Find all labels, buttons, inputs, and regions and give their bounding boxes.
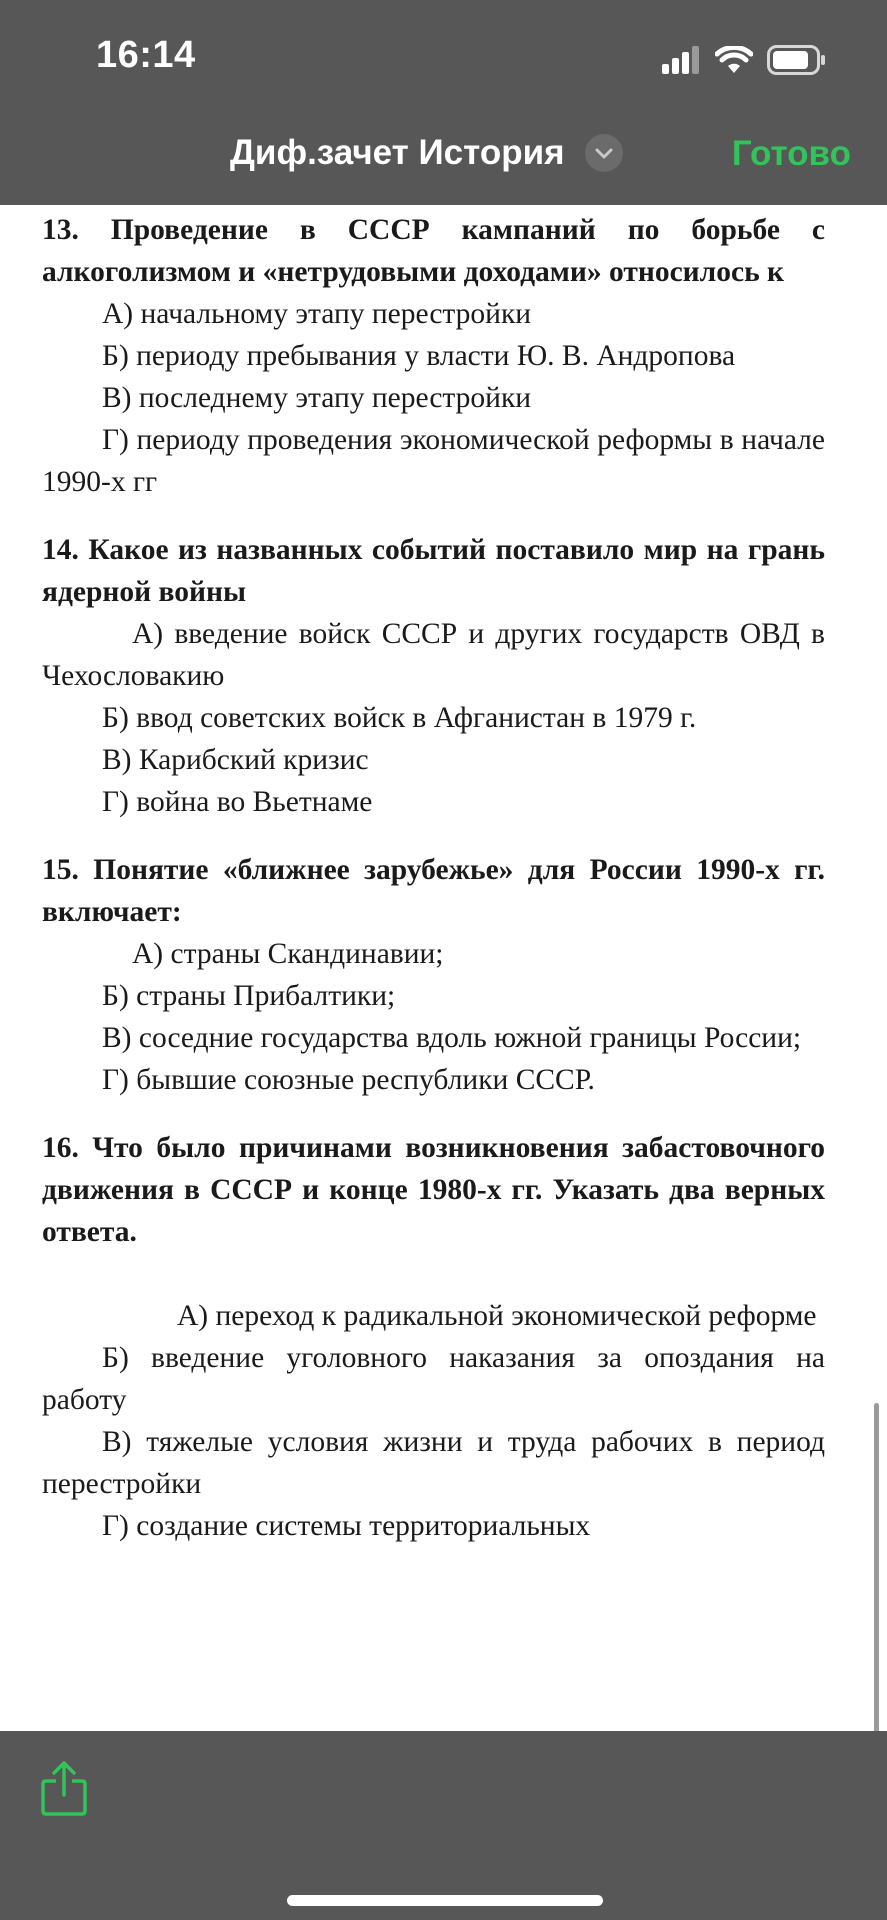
answer-option: Б) введение уголовного наказания за опоздания на работу xyxy=(42,1342,825,1416)
question-title: 15. Понятие «ближнее зарубежье» для России 1990-х гг. включает: xyxy=(42,854,825,928)
answer-option: В) тяжелые условия жизни и труда рабочих в период перестройки xyxy=(42,1426,825,1500)
answer-option: Г) создание системы территориальных xyxy=(102,1510,591,1542)
answer-option: А) введение войск СССР и других государств ОВД в Чехословакию xyxy=(42,618,825,692)
answer-option: В) Карибский кризис xyxy=(102,744,369,776)
status-time: 16:14 xyxy=(96,34,196,76)
question-15 xyxy=(42,849,825,1101)
answer-option: Б) ввод советских войск в Афганистан в 1979 г. xyxy=(102,702,697,734)
document-view[interactable] xyxy=(0,205,887,1731)
spacer xyxy=(42,503,825,529)
bottom-toolbar xyxy=(0,1731,887,1920)
answer-option: В) соседние государства вдоль южной границы России; xyxy=(102,1022,802,1054)
question-13 xyxy=(42,209,825,503)
answer-option: А) начальному этапу перестройки xyxy=(102,298,532,330)
share-icon[interactable] xyxy=(40,1759,88,1817)
cellular-signal-icon xyxy=(661,46,701,74)
status-icons xyxy=(661,40,827,80)
top-bar xyxy=(0,0,887,205)
answer-option: А) переход к радикальной экономической реформе xyxy=(177,1300,817,1332)
question-title: 16. Что было причинами возникновения забастовочного движения в СССР и конце 1980-х гг. Указать два верных ответа. xyxy=(42,1132,825,1248)
answer-option: Г) война во Вьетнаме xyxy=(102,786,373,818)
wifi-icon xyxy=(715,46,753,74)
question-title: 14. Какое из названных событий поставило мир на грань ядерной войны xyxy=(42,534,825,608)
question-16 xyxy=(42,1127,825,1547)
answer-option: Б) страны Прибалтики; xyxy=(102,980,396,1012)
nav-title: Диф.зачет История xyxy=(230,133,565,172)
answer-option: В) последнему этапу перестройки xyxy=(102,382,532,414)
home-indicator[interactable] xyxy=(287,1895,603,1906)
spacer xyxy=(42,1253,825,1295)
done-button[interactable]: Готово xyxy=(731,134,851,173)
question-title: 13. Проведение в СССР кампаний по борьбе с алкоголизмом и «нетрудовыми доходами» относилось к xyxy=(42,214,825,288)
question-14 xyxy=(42,529,825,823)
battery-icon xyxy=(767,45,827,75)
spacer xyxy=(42,1101,825,1127)
document-content xyxy=(42,209,825,1547)
answer-option: Г) бывшие союзные республики СССР. xyxy=(102,1064,595,1096)
answer-option: Г) периоду проведения экономической реформы в начале 1990-х гг xyxy=(42,424,825,498)
spacer xyxy=(42,823,825,849)
chevron-down-icon[interactable] xyxy=(585,134,623,172)
answer-option: Б) периоду пребывания у власти Ю. В. Андропова xyxy=(102,340,736,372)
scrollbar[interactable] xyxy=(874,1403,879,1731)
document-title-menu[interactable] xyxy=(230,133,623,173)
answer-option: А) страны Скандинавии; xyxy=(132,938,444,970)
